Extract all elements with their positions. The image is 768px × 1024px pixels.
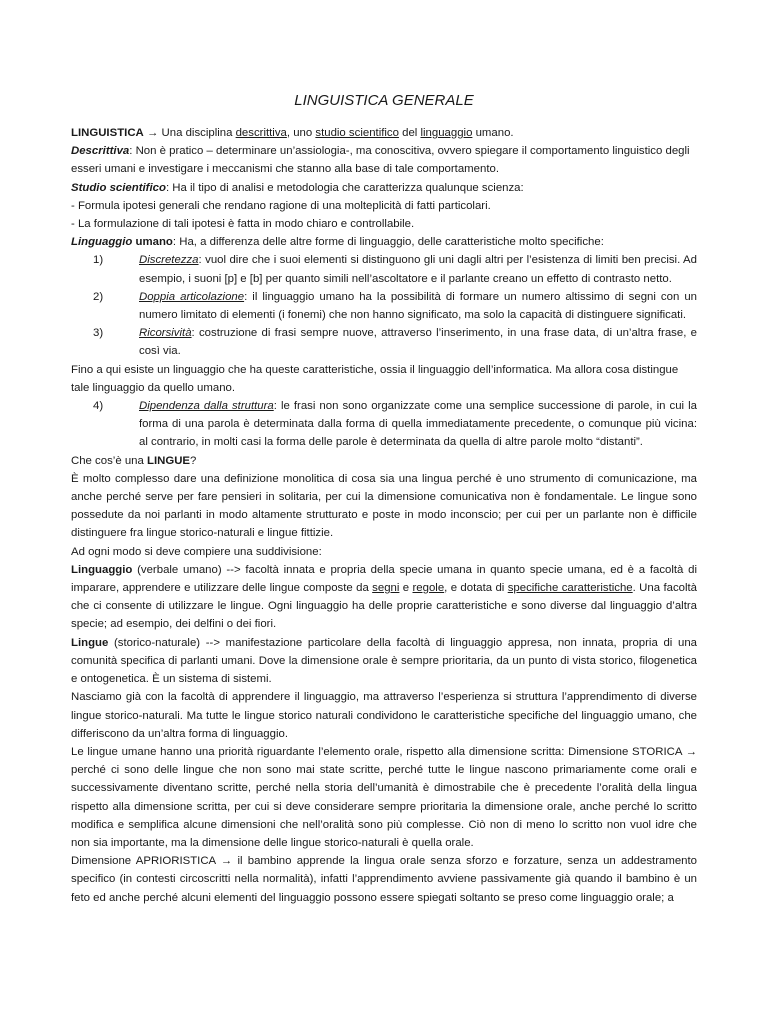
studio-link: studio scientifico <box>315 127 399 139</box>
bullet-2: - La formulazione di tali ipotesi è fatta in modo chiaro e controllabile. <box>71 218 415 231</box>
nasciamo-paragraph: Nasciamo già con la facoltà di apprendere il linguaggio, ma attraverso l’esperienza si struttura l’apprendimento di diverse lingue storico-naturali. Ma tutte le lingue storico naturali condividono le caratteristiche specifiche del linguaggio umano, che differiscono da un’altra forma di linguaggio. <box>71 691 697 740</box>
linguaggio-umano-paragraph: Linguaggio umano: Ha, a differenza delle altre forme di linguaggio, delle caratteristiche molto specifiche: <box>71 236 604 249</box>
descrittiva-link: descrittiva <box>235 127 287 139</box>
list-item: 2) Doppia articolazione: il linguaggio umano ha la possibilità di formare un numero altissimo di segni con un numero limitato di elementi (i fonemi) che non hanno significato, ma solo la capacità di distinguere significati. <box>93 290 697 322</box>
document-body <box>71 124 697 907</box>
list-item: 4) Dipendenza dalla struttura: le frasi non sono organizzate come una semplice successione di parole, in cui la forma di una parola è determinata dalla forma di quella immediatamente precedente, o comunque più vicina: al contrario, in molti casi la forma delle parole è determinata da quella di altre parole molto “distanti”. <box>93 400 697 449</box>
fino-paragraph: Fino a qui esiste un linguaggio che ha queste caratteristiche, ossia il linguaggio dell’informatica. Ma allora cosa distingue tale linguaggio da quello umano. <box>71 363 679 394</box>
complesso-paragraph: È molto complesso dare una definizione monolitica di cosa sia una lingua perché è uno strumento di comunicazione, ma anche perché serve per fare pensieri in solitaria, per cui la dimensione comunicativa non è fondamentale. Le lingue sono possedute da noi parlanti in modo altamente strutturato e poste in modo inconscio; per cui per un parlante non è difficile distinguere fra lingue storico-naturali e lingue fittizie. <box>71 472 697 540</box>
che-cos-paragraph: Che cos’è una LINGUE? <box>71 454 197 467</box>
bullet-1: - Formula ipotesi generali che rendano ragione di una molteplicità di fatti particolari. <box>71 199 491 212</box>
aprioristica-paragraph: Dimensione APRIORISTICA → il bambino apprende la lingua orale senza sforzo e forzature, senza un addestramento specifico (in contesti circoscritti nella normalità), infatti l’apprendimento avviene passivamente già quando il bambino è un feto ed anche perché alcuni elementi del linguaggio possono essere spiegati soltanto se preso come linguaggio orale; a <box>71 855 697 904</box>
priorita-paragraph: Le lingue umane hanno una priorità riguardante l’elemento orale, rispetto alla dimensione scritta: Dimensione STORICA → perché ci sono delle lingue che non sono mai state scritte, perché tutte le lingue nascono primariamente come orali e successivamente diventano scritte, perché nella storia dell’umanità è dimostrabile che è precedente l’oralità della lingua rispetto alla dimensione scritta, per cui si deve considerare sempre prioritaria la dimensione orale, anche perché lo scritto modifica e semplifica alcune dimensioni che nell’oralità sono più complesse. Ciò non di meno lo scritto non vuol idre che non sia importante, ma la dimensione delle lingue storico-naturali è quella orale. <box>71 745 697 849</box>
list-item: 3) Ricorsività: costruzione di frasi sempre nuove, attraverso l’inserimento, in una frase data, di un’altra frase, e così via. <box>93 327 697 358</box>
list-item: 1) Discretezza: vuol dire che i suoi elementi si distinguono gli uni dagli altri per l’esistenza di limiti ben precisi. Ad esempio, i suoni [p] e [b] per quanto simili nell’ascoltatore e il parlante creano un effetto di contrasto netto. <box>93 254 697 285</box>
lingue-paragraph: Lingue (storico-naturale) --> manifestazione particolare della facoltà di linguaggio appresa, non innata, propria di una comunità specifica di parlanti umani. Dove la dimensione orale è sempre prioritaria, da un punto di vista storico, filogenetica e ontogenetica. È un sistema di sistemi. <box>71 636 697 686</box>
suddivisione-paragraph: Ad ogni modo si deve compiere una suddivisione: <box>71 545 322 558</box>
term-linguistica: LINGUISTICA <box>71 127 144 139</box>
page-title: LINGUISTICA GENERALE <box>294 92 474 109</box>
studio-paragraph: Studio scientifico: Ha il tipo di analisi e metodologia che caratterizza qualunque scienza: <box>71 181 524 194</box>
descrittiva-paragraph: Descrittiva: Non è pratico – determinare un’assiologia-, ma conoscitiva, ovvero spiegare il comportamento linguistico degli esseri umani e investigare i meccanismi che stanno alla base di tale comportamento. <box>71 145 690 176</box>
intro-paragraph: LINGUISTICA → Una disciplina descrittiva, uno studio scientifico del linguaggio umano. <box>71 127 514 139</box>
linguaggio-paragraph: Linguaggio (verbale umano) --> facoltà innata e propria della specie umana in quanto specie umana, ed è a facoltà di imparare, apprendere e utilizzare delle lingue composte da segni e regole, e dotata di specifiche caratteristiche. Una facoltà che ci consente di utilizzare le lingue. Ogni linguaggio ha delle proprie caratteristiche e sono diverse dal linguaggio d’altra specie; ad esempio, dei delfini o dei fiori. <box>71 563 698 631</box>
linguaggio-link: linguaggio <box>420 127 473 139</box>
